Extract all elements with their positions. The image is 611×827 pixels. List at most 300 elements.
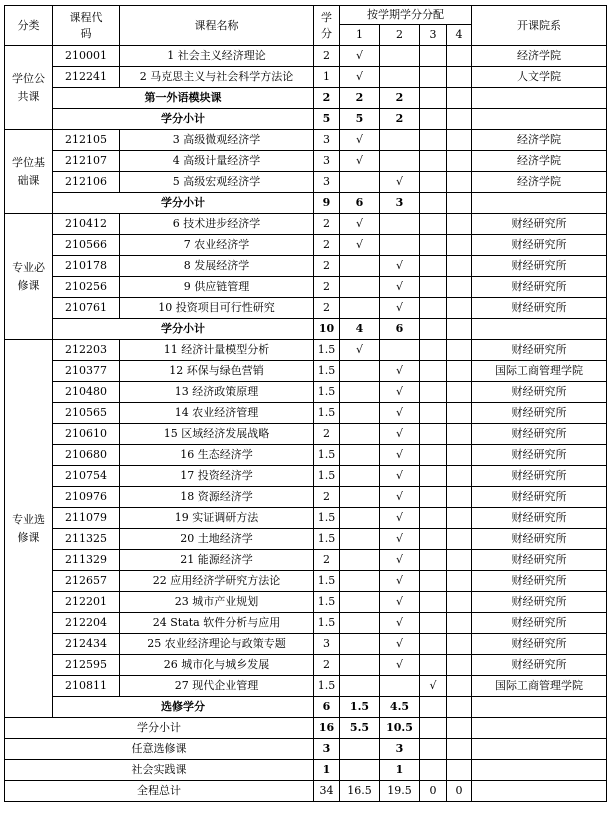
semester-3-cell: [420, 697, 447, 718]
footer-row: [5, 760, 607, 781]
dept-cell: 财经研究所: [472, 340, 607, 361]
dept-cell: 财经研究所: [472, 277, 607, 298]
semester-2-cell: 10.5: [380, 718, 420, 739]
dept-cell: [472, 193, 607, 214]
semester-4-cell: [447, 424, 472, 445]
header-dept: 开课院系: [472, 6, 607, 46]
header-semester-2: 2: [380, 25, 420, 46]
semester-1-cell: [340, 676, 380, 697]
dept-cell: 财经研究所: [472, 214, 607, 235]
semester-3-cell: [420, 634, 447, 655]
semester-1-cell: [340, 508, 380, 529]
semester-3-cell: [420, 193, 447, 214]
table-row: [5, 424, 607, 445]
semester-1-cell: [340, 550, 380, 571]
course-code: 212203: [53, 340, 120, 361]
table-row: [5, 256, 607, 277]
dept-cell: 人文学院: [472, 67, 607, 88]
semester-2-cell: √: [380, 655, 420, 676]
course-name: 13 经济政策原理: [120, 382, 314, 403]
course-name: 24 Stata 软件分析与应用: [120, 613, 314, 634]
course-table: [4, 5, 607, 802]
dept-cell: 财经研究所: [472, 445, 607, 466]
credits-cell: 1.5: [314, 592, 340, 613]
semester-2-cell: 1: [380, 760, 420, 781]
course-code: 210565: [53, 403, 120, 424]
semester-4-cell: [447, 361, 472, 382]
semester-4-cell: [447, 319, 472, 340]
semester-1-cell: 2: [340, 88, 380, 109]
semester-4-cell: [447, 109, 472, 130]
credits-cell: 1.5: [314, 508, 340, 529]
course-name: 25 农业经济理论与政策专题: [120, 634, 314, 655]
semester-3-cell: [420, 403, 447, 424]
credits-cell: 1.5: [314, 340, 340, 361]
credits-cell: 3: [314, 130, 340, 151]
course-code: 212434: [53, 634, 120, 655]
semester-3-cell: [420, 655, 447, 676]
semester-2-cell: √: [380, 487, 420, 508]
semester-4-cell: 0: [447, 781, 472, 802]
semester-3-cell: [420, 613, 447, 634]
header-code: 课程代码: [53, 6, 120, 46]
semester-4-cell: [447, 739, 472, 760]
semester-3-cell: [420, 256, 447, 277]
header-semester-4: 4: [447, 25, 472, 46]
table-row: [5, 508, 607, 529]
table-row: [5, 67, 607, 88]
semester-1-cell: 5.5: [340, 718, 380, 739]
course-code: 212204: [53, 613, 120, 634]
table-row: [5, 235, 607, 256]
header-credits: 学分: [314, 6, 340, 46]
semester-4-cell: [447, 466, 472, 487]
semester-2-cell: √: [380, 592, 420, 613]
credits-cell: 1.5: [314, 445, 340, 466]
semester-1-cell: [340, 403, 380, 424]
semester-4-cell: [447, 529, 472, 550]
header-row-1: [5, 6, 607, 25]
course-code: 212595: [53, 655, 120, 676]
dept-cell: [472, 319, 607, 340]
semester-2-cell: 2: [380, 88, 420, 109]
credits-cell: 3: [314, 634, 340, 655]
semester-4-cell: [447, 403, 472, 424]
subtotal-row: [5, 109, 607, 130]
header-name: 课程名称: [120, 6, 314, 46]
course-code: 210566: [53, 235, 120, 256]
semester-4-cell: [447, 676, 472, 697]
semester-3-cell: [420, 529, 447, 550]
semester-3-cell: [420, 109, 447, 130]
semester-3-cell: [420, 382, 447, 403]
semester-3-cell: [420, 424, 447, 445]
semester-3-cell: [420, 340, 447, 361]
semester-1-cell: [340, 529, 380, 550]
semester-3-cell: [420, 760, 447, 781]
course-name: 18 资源经济学: [120, 487, 314, 508]
semester-1-cell: [340, 487, 380, 508]
dept-cell: 国际工商管理学院: [472, 676, 607, 697]
semester-4-cell: [447, 508, 472, 529]
semester-2-cell: √: [380, 382, 420, 403]
semester-3-cell: [420, 277, 447, 298]
table-row: [5, 676, 607, 697]
course-code: 211325: [53, 529, 120, 550]
dept-cell: 财经研究所: [472, 466, 607, 487]
course-name: 15 区域经济发展战略: [120, 424, 314, 445]
semester-4-cell: [447, 445, 472, 466]
semester-1-cell: [340, 634, 380, 655]
credits-cell: 1.5: [314, 361, 340, 382]
semester-2-cell: [380, 676, 420, 697]
table-row: [5, 172, 607, 193]
course-code: 212241: [53, 67, 120, 88]
semester-4-cell: [447, 382, 472, 403]
credits-cell: 2: [314, 487, 340, 508]
dept-cell: 财经研究所: [472, 424, 607, 445]
semester-4-cell: [447, 655, 472, 676]
credits-cell: 1.5: [314, 466, 340, 487]
semester-4-cell: [447, 571, 472, 592]
semester-2-cell: √: [380, 571, 420, 592]
dept-cell: 财经研究所: [472, 529, 607, 550]
semester-1-cell: 5: [340, 109, 380, 130]
course-code: 212106: [53, 172, 120, 193]
credits-cell: 2: [314, 88, 340, 109]
credits-cell: 10: [314, 319, 340, 340]
dept-cell: 财经研究所: [472, 403, 607, 424]
credits-cell: 34: [314, 781, 340, 802]
semester-4-cell: [447, 550, 472, 571]
semester-1-cell: √: [340, 214, 380, 235]
credits-cell: 1: [314, 760, 340, 781]
semester-4-cell: [447, 718, 472, 739]
credits-cell: 5: [314, 109, 340, 130]
semester-2-cell: 2: [380, 109, 420, 130]
table-row: [5, 340, 607, 361]
semester-1-cell: √: [340, 46, 380, 67]
course-name: 26 城市化与城乡发展: [120, 655, 314, 676]
credits-cell: 2: [314, 550, 340, 571]
course-name: 7 农业经济学: [120, 235, 314, 256]
semester-4-cell: [447, 172, 472, 193]
semester-4-cell: [447, 67, 472, 88]
subtotal-label: 学分小计: [53, 319, 314, 340]
course-name: 2 马克思主义与社会科学方法论: [120, 67, 314, 88]
semester-1-cell: [340, 655, 380, 676]
course-code: 210680: [53, 445, 120, 466]
semester-4-cell: [447, 235, 472, 256]
semester-3-cell: [420, 466, 447, 487]
dept-cell: 财经研究所: [472, 613, 607, 634]
table-row: [5, 634, 607, 655]
semester-1-cell: [340, 361, 380, 382]
dept-cell: 经济学院: [472, 151, 607, 172]
semester-2-cell: [380, 130, 420, 151]
footer-row: [5, 718, 607, 739]
course-code: 210761: [53, 298, 120, 319]
credits-cell: 1.5: [314, 529, 340, 550]
semester-2-cell: [380, 67, 420, 88]
dept-cell: 财经研究所: [472, 382, 607, 403]
subtotal-row: [5, 319, 607, 340]
credits-cell: 9: [314, 193, 340, 214]
table-row: [5, 130, 607, 151]
table-row: [5, 571, 607, 592]
table-row: [5, 382, 607, 403]
semester-3-cell: [420, 718, 447, 739]
semester-1-cell: 1.5: [340, 697, 380, 718]
course-code: 212105: [53, 130, 120, 151]
semester-1-cell: [340, 424, 380, 445]
footer-row: [5, 739, 607, 760]
dept-cell: 财经研究所: [472, 655, 607, 676]
semester-1-cell: [340, 298, 380, 319]
course-name: 21 能源经济学: [120, 550, 314, 571]
subtotal-row: [5, 88, 607, 109]
table-row: [5, 403, 607, 424]
dept-cell: 财经研究所: [472, 592, 607, 613]
dept-cell: 财经研究所: [472, 487, 607, 508]
semester-1-cell: [340, 277, 380, 298]
dept-cell: 经济学院: [472, 172, 607, 193]
table-row: [5, 298, 607, 319]
semester-3-cell: [420, 298, 447, 319]
course-name: 3 高级微观经济学: [120, 130, 314, 151]
category-cell: 专业选修课: [5, 340, 53, 718]
dept-cell: [472, 739, 607, 760]
semester-4-cell: [447, 88, 472, 109]
category-cell: 学位基础课: [5, 130, 53, 214]
semester-4-cell: [447, 613, 472, 634]
semester-4-cell: [447, 487, 472, 508]
semester-4-cell: [447, 193, 472, 214]
credits-cell: 2: [314, 256, 340, 277]
dept-cell: 经济学院: [472, 46, 607, 67]
course-name: 19 实证调研方法: [120, 508, 314, 529]
semester-2-cell: 6: [380, 319, 420, 340]
course-name: 6 技术进步经济学: [120, 214, 314, 235]
semester-1-cell: [340, 445, 380, 466]
credits-cell: 2: [314, 424, 340, 445]
course-code: 210976: [53, 487, 120, 508]
semester-1-cell: √: [340, 340, 380, 361]
credits-cell: 2: [314, 298, 340, 319]
table-row: [5, 655, 607, 676]
semester-3-cell: [420, 319, 447, 340]
course-code: 212201: [53, 592, 120, 613]
semester-2-cell: √: [380, 403, 420, 424]
dept-cell: 财经研究所: [472, 508, 607, 529]
semester-4-cell: [447, 130, 472, 151]
semester-2-cell: √: [380, 256, 420, 277]
semester-3-cell: [420, 214, 447, 235]
semester-4-cell: [447, 214, 472, 235]
semester-2-cell: √: [380, 277, 420, 298]
credits-cell: 3: [314, 151, 340, 172]
semester-2-cell: √: [380, 550, 420, 571]
semester-3-cell: [420, 361, 447, 382]
course-code: 210811: [53, 676, 120, 697]
dept-cell: 财经研究所: [472, 571, 607, 592]
course-code: 211329: [53, 550, 120, 571]
course-name: 8 发展经济学: [120, 256, 314, 277]
semester-2-cell: √: [380, 508, 420, 529]
subtotal-label: 学分小计: [53, 193, 314, 214]
course-name: 10 投资项目可行性研究: [120, 298, 314, 319]
semester-3-cell: [420, 67, 447, 88]
semester-1-cell: [340, 613, 380, 634]
table-row: [5, 445, 607, 466]
dept-cell: [472, 718, 607, 739]
footer-label: 社会实践课: [5, 760, 314, 781]
semester-1-cell: [340, 256, 380, 277]
semester-2-cell: [380, 214, 420, 235]
semester-4-cell: [447, 46, 472, 67]
semester-1-cell: [340, 592, 380, 613]
header-semester-group: 按学期学分分配: [340, 6, 472, 25]
course-name: 22 应用经济学研究方法论: [120, 571, 314, 592]
semester-1-cell: [340, 382, 380, 403]
course-code: 210754: [53, 466, 120, 487]
table-row: [5, 613, 607, 634]
semester-3-cell: [420, 550, 447, 571]
semester-4-cell: [447, 592, 472, 613]
credits-cell: 1.5: [314, 613, 340, 634]
semester-2-cell: √: [380, 529, 420, 550]
course-name: 14 农业经济管理: [120, 403, 314, 424]
credits-cell: 16: [314, 718, 340, 739]
credits-cell: 1.5: [314, 676, 340, 697]
semester-2-cell: √: [380, 424, 420, 445]
table-row: [5, 214, 607, 235]
credits-cell: 1.5: [314, 382, 340, 403]
subtotal-row: [5, 193, 607, 214]
semester-1-cell: √: [340, 235, 380, 256]
course-name: 16 生态经济学: [120, 445, 314, 466]
course-code: 210412: [53, 214, 120, 235]
semester-3-cell: [420, 739, 447, 760]
credits-cell: 6: [314, 697, 340, 718]
course-name: 9 供应链管理: [120, 277, 314, 298]
footer-label: 全程总计: [5, 781, 314, 802]
table-row: [5, 151, 607, 172]
course-name: 27 现代企业管理: [120, 676, 314, 697]
table-row: [5, 46, 607, 67]
semester-1-cell: 4: [340, 319, 380, 340]
semester-2-cell: [380, 235, 420, 256]
dept-cell: 财经研究所: [472, 634, 607, 655]
semester-1-cell: [340, 760, 380, 781]
dept-cell: 财经研究所: [472, 256, 607, 277]
semester-2-cell: [380, 151, 420, 172]
table-row: [5, 466, 607, 487]
semester-2-cell: √: [380, 298, 420, 319]
header-semester-1: 1: [340, 25, 380, 46]
semester-4-cell: [447, 634, 472, 655]
semester-3-cell: [420, 508, 447, 529]
category-cell: 专业必修课: [5, 214, 53, 340]
table-row: [5, 529, 607, 550]
course-name: 20 土地经济学: [120, 529, 314, 550]
credits-cell: 2: [314, 655, 340, 676]
semester-2-cell: √: [380, 361, 420, 382]
semester-2-cell: [380, 46, 420, 67]
semester-4-cell: [447, 760, 472, 781]
semester-1-cell: 16.5: [340, 781, 380, 802]
dept-cell: [472, 109, 607, 130]
semester-2-cell: 3: [380, 193, 420, 214]
subtotal-row: [5, 697, 607, 718]
semester-1-cell: [340, 172, 380, 193]
dept-cell: [472, 697, 607, 718]
semester-1-cell: [340, 739, 380, 760]
semester-2-cell: √: [380, 634, 420, 655]
semester-4-cell: [447, 340, 472, 361]
credits-cell: 1.5: [314, 403, 340, 424]
semester-3-cell: [420, 88, 447, 109]
footer-row: [5, 781, 607, 802]
semester-2-cell: √: [380, 466, 420, 487]
dept-cell: 国际工商管理学院: [472, 361, 607, 382]
semester-2-cell: √: [380, 172, 420, 193]
table-row: [5, 277, 607, 298]
header-semester-3: 3: [420, 25, 447, 46]
course-code: 210610: [53, 424, 120, 445]
semester-1-cell: √: [340, 130, 380, 151]
credits-cell: 2: [314, 46, 340, 67]
table-row: [5, 361, 607, 382]
semester-3-cell: [420, 445, 447, 466]
credits-cell: 1: [314, 67, 340, 88]
course-code: 212107: [53, 151, 120, 172]
dept-cell: [472, 781, 607, 802]
course-name: 4 高级计量经济学: [120, 151, 314, 172]
semester-3-cell: [420, 46, 447, 67]
semester-4-cell: [447, 697, 472, 718]
semester-3-cell: [420, 571, 447, 592]
semester-1-cell: √: [340, 67, 380, 88]
semester-4-cell: [447, 151, 472, 172]
semester-4-cell: [447, 298, 472, 319]
semester-3-cell: [420, 151, 447, 172]
semester-3-cell: [420, 172, 447, 193]
semester-2-cell: 4.5: [380, 697, 420, 718]
table-row: [5, 487, 607, 508]
category-cell: 学位公共课: [5, 46, 53, 130]
dept-cell: 经济学院: [472, 130, 607, 151]
footer-label: 学分小计: [5, 718, 314, 739]
course-code: 210480: [53, 382, 120, 403]
semester-3-cell: 0: [420, 781, 447, 802]
semester-3-cell: [420, 130, 447, 151]
credits-cell: 2: [314, 214, 340, 235]
course-table-body: [5, 46, 607, 802]
semester-4-cell: [447, 277, 472, 298]
course-name: 12 环保与绿色营销: [120, 361, 314, 382]
course-code: 210377: [53, 361, 120, 382]
subtotal-label: 第一外语模块课: [53, 88, 314, 109]
dept-cell: 财经研究所: [472, 235, 607, 256]
course-code: 212657: [53, 571, 120, 592]
course-name: 11 经济计量模型分析: [120, 340, 314, 361]
dept-cell: 财经研究所: [472, 550, 607, 571]
table-row: [5, 550, 607, 571]
dept-cell: [472, 88, 607, 109]
course-name: 17 投资经济学: [120, 466, 314, 487]
semester-3-cell: [420, 235, 447, 256]
